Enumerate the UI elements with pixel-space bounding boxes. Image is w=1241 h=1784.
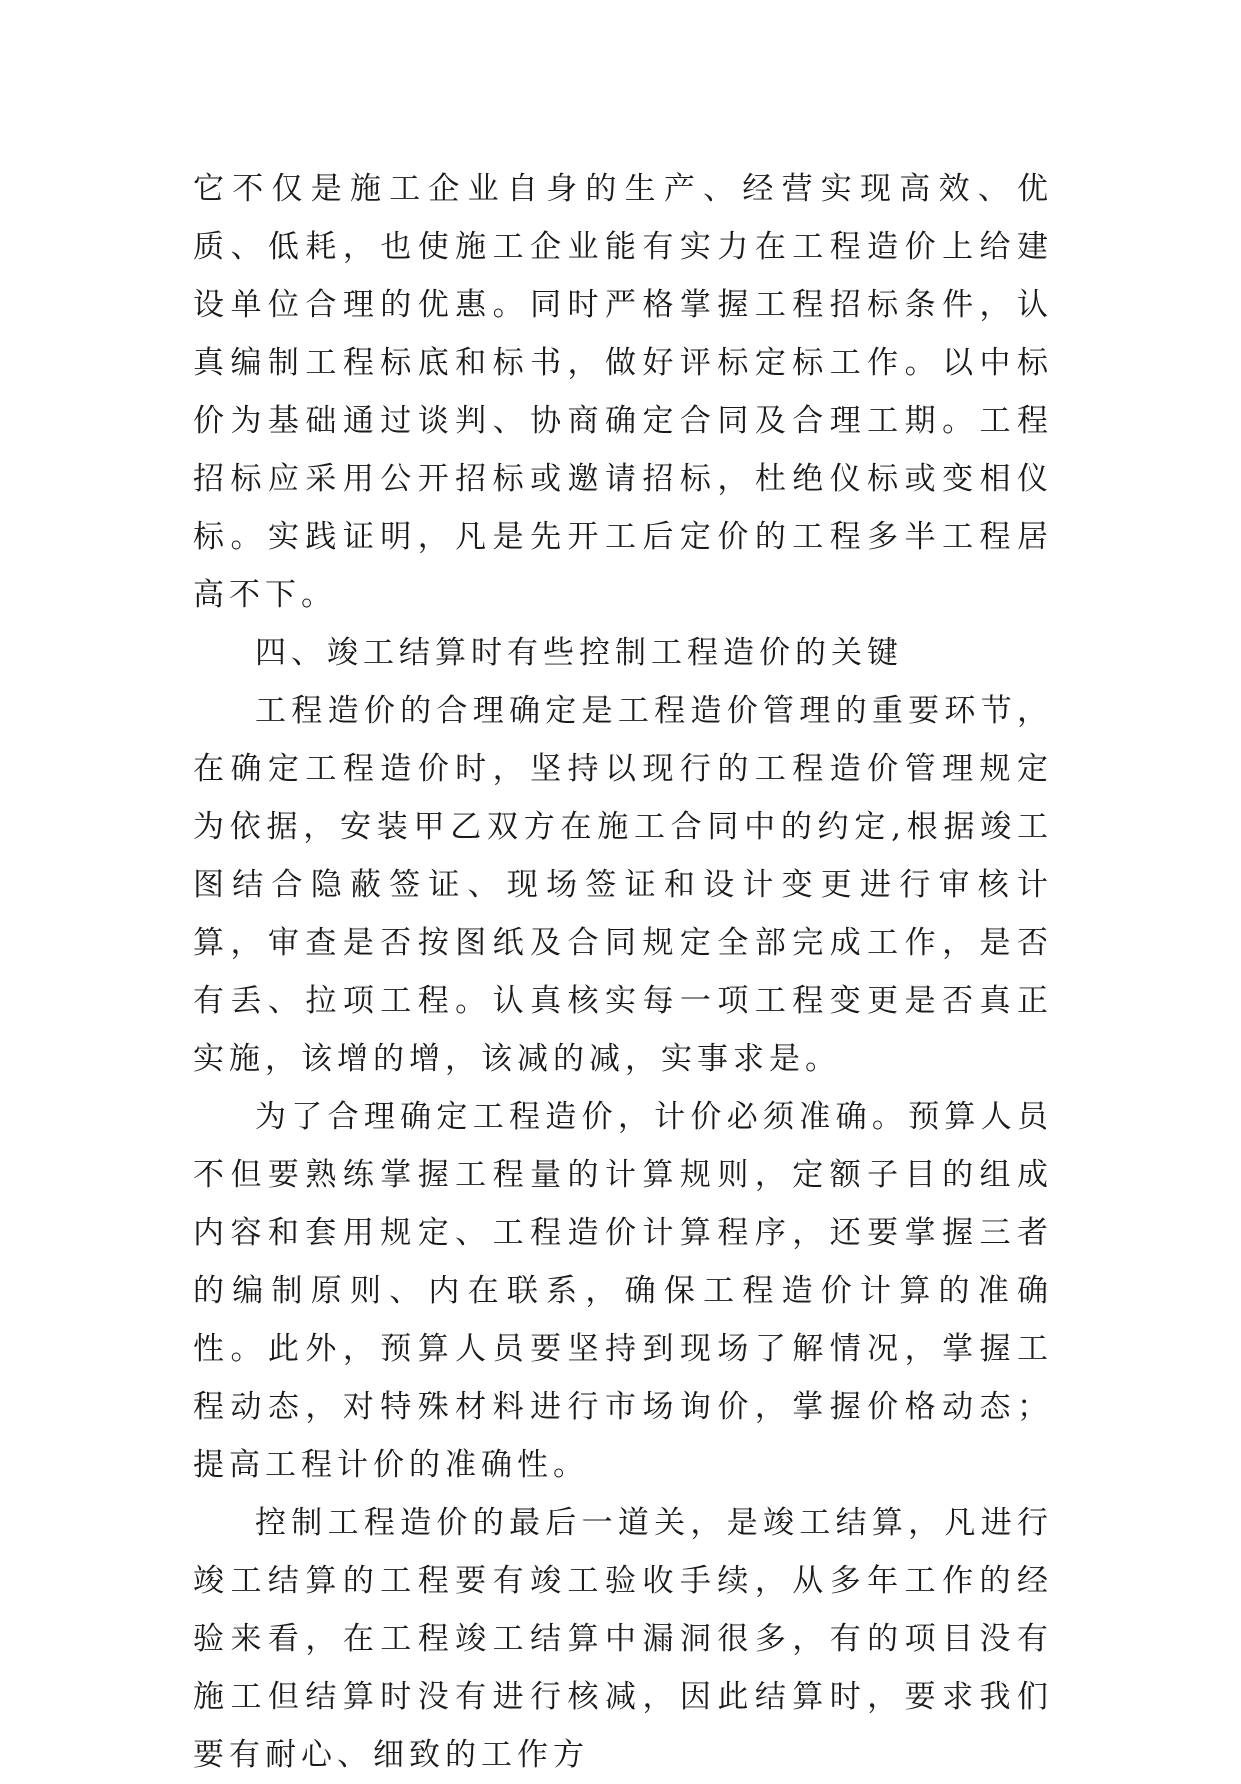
paragraph-continued: 它不仅是施工企业自身的生产、经营实现高效、优质、低耗，也使施工企业能有实力在工程造价上给建设单位合理的优惠。同时严格掌握工程招标条件，认真编制工程标底和标书，做好评标定标工作。以中标价为基础通过谈判、协商确定合同及合理工期。工程招标应采用公开招标或邀请招标，杜绝仪标或变相仪标。实践证明，凡是先开工后定价的工程多半工程居高不下。 <box>193 171 1053 613</box>
section-heading: 四、竣工结算时有些控制工程造价的关键 <box>255 635 903 671</box>
paragraph: 控制工程造价的最后一道关，是竣工结算，凡进行竣工结算的工程要有竣工验收手续，从多年工作的经验来看，在工程竣工结算中漏洞很多，有的项目没有施工但结算时没有进行核减，因此结算时，要求我们要有耐心、细致的工作方 <box>193 1505 1053 1773</box>
document-body <box>193 160 1053 1784</box>
paragraph: 工程造价的合理确定是工程造价管理的重要环节，在确定工程造价时，坚持以现行的工程造价管理规定为依据，安装甲乙双方在施工合同中的约定,根据竣工图结合隐蔽签证、现场签证和设计变更进行审核计算，审查是否按图纸及合同规定全部完成工作，是否有丢、拉项工程。认真核实每一项工程变更是否真正实施，该增的增，该减的减，实事求是。 <box>193 693 1053 1077</box>
paragraph: 为了合理确定工程造价，计价必须准确。预算人员不但要熟练掌握工程量的计算规则，定额子目的组成内容和套用规定、工程造价计算程序，还要掌握三者的编制原则、内在联系，确保工程造价计算的准确性。此外，预算人员要坚持到现场了解情况，掌握工程动态，对特殊材料进行市场询价，掌握价格动态；提高工程计价的准确性。 <box>193 1099 1053 1483</box>
